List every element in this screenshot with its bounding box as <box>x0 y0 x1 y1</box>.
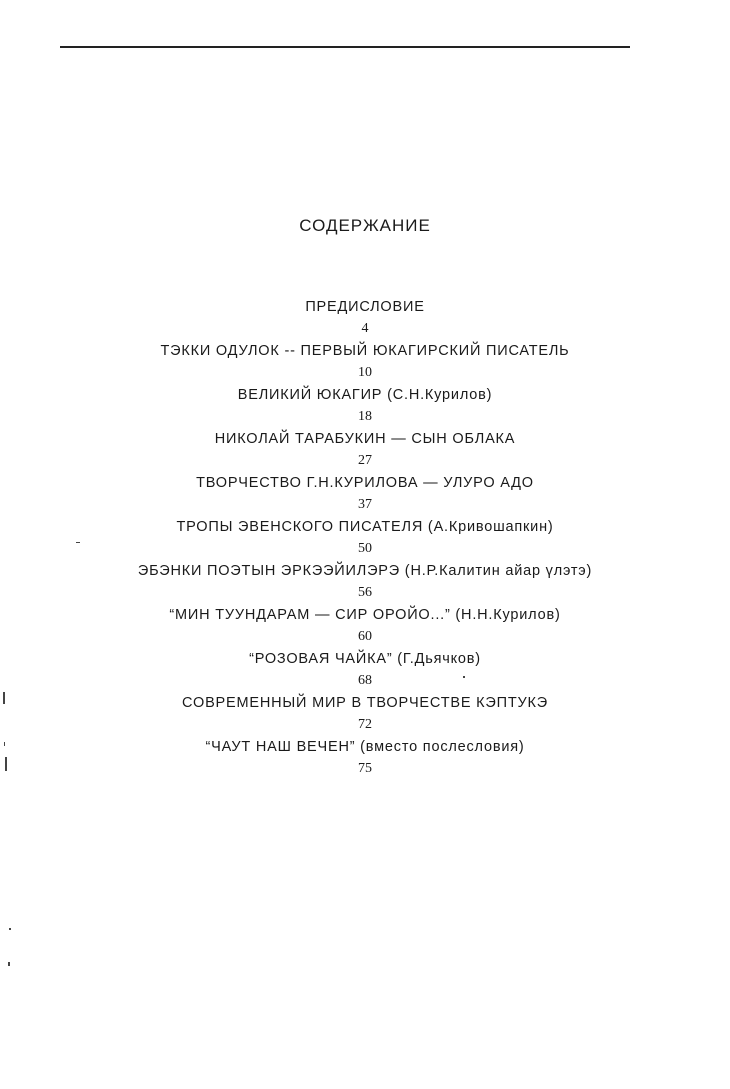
toc-entry-title: ЭБЭНКИ ПОЭТЫН ЭРКЭЭЙИЛЭРЭ (Н.Р.Калитин айар үлэтэ) <box>137 563 593 579</box>
scan-speck <box>9 928 11 930</box>
toc-entry-page: 56 <box>358 585 372 600</box>
scan-speck <box>8 962 10 966</box>
toc-entry-velikiy-yukagir[interactable] <box>0 384 730 428</box>
top-rule <box>60 46 630 48</box>
toc-entry-page: 68 <box>358 673 372 688</box>
scan-speck <box>463 676 465 678</box>
toc-entry-title: ТВОРЧЕСТВО Г.Н.КУРИЛОВА — УЛУРО АДО <box>196 475 534 491</box>
toc-entry-title: ТЭККИ ОДУЛОК -- ПЕРВЫЙ ЮКАГИРСКИЙ ПИСАТЕЛЬ <box>160 343 570 359</box>
toc-entry-chaut-nash-vechen[interactable] <box>0 736 730 780</box>
toc-entry-page: 10 <box>358 365 372 380</box>
toc-entry-page: 18 <box>358 409 372 424</box>
toc-entry-nikolay-tarabukin[interactable] <box>0 428 730 472</box>
toc-entry-tekki-odulok[interactable] <box>0 340 730 384</box>
toc-entry-sovremenny-mir[interactable] <box>0 692 730 736</box>
toc-entry-title: НИКОЛАЙ ТАРАБУКИН — СЫН ОБЛАКА <box>214 431 516 447</box>
toc-entry-title: “РОЗОВАЯ ЧАЙКА” (Г.Дьячков) <box>249 651 481 667</box>
toc-entry-ebenki-poetyn[interactable] <box>0 560 730 604</box>
toc-entry-page: 72 <box>358 717 372 732</box>
scan-speck <box>5 757 7 771</box>
toc-entry-preface[interactable] <box>0 296 730 340</box>
toc-entry-title: “ЧАУТ НАШ ВЕЧЕН” (вместо послесловия) <box>205 739 525 755</box>
toc-entry-page: 27 <box>358 453 372 468</box>
toc-entry-tropy-evenskogo[interactable] <box>0 516 730 560</box>
toc-entry-rozovaya-chayka[interactable] <box>0 648 730 692</box>
toc-entry-page: 50 <box>358 541 372 556</box>
toc-entry-title: СОВРЕМЕННЫЙ МИР В ТВОРЧЕСТВЕ КЭПТУКЭ <box>182 695 548 711</box>
toc-entry-page: 4 <box>361 321 369 336</box>
toc-entry-page: 60 <box>358 629 372 644</box>
toc-entry-page: 37 <box>358 497 372 512</box>
scan-speck <box>76 542 80 543</box>
toc-entry-title: ТРОПЫ ЭВЕНСКОГО ПИСАТЕЛЯ (А.Кривошапкин) <box>176 519 554 535</box>
table-of-contents <box>0 296 730 780</box>
scan-speck <box>3 692 5 704</box>
toc-entry-min-tuundaram[interactable] <box>0 604 730 648</box>
toc-entry-page: 75 <box>358 761 372 776</box>
toc-entry-kurilov-uluro-ado[interactable] <box>0 472 730 516</box>
page-title: СОДЕРЖАНИЕ <box>299 216 431 235</box>
toc-entry-title: ПРЕДИСЛОВИЕ <box>305 299 425 315</box>
toc-entry-title: “МИН ТУУНДАРАМ — СИР ОРОЙО...” (Н.Н.Курилов) <box>169 607 561 623</box>
toc-entry-title: ВЕЛИКИЙ ЮКАГИР (С.Н.Курилов) <box>237 387 493 403</box>
scan-speck <box>4 742 5 746</box>
